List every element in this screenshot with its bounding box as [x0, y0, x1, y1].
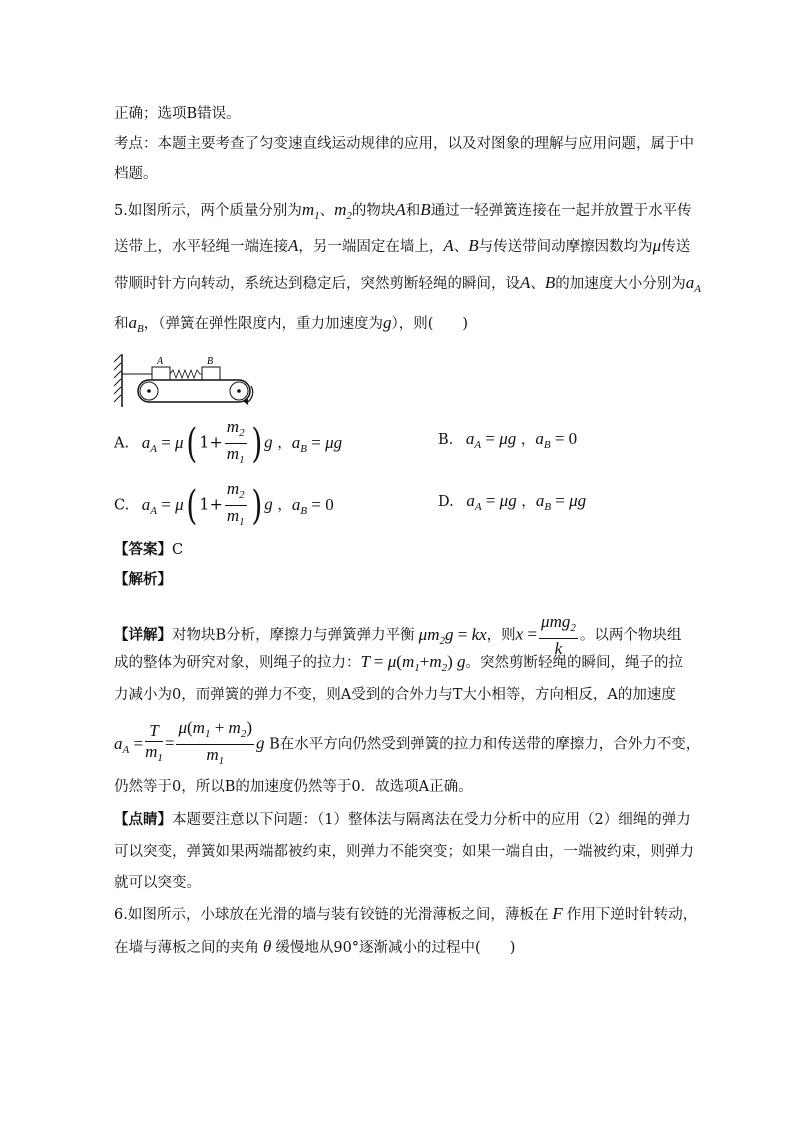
question-5-line-3: 带顺时针方向转动，系统达到稳定后，突然剪断轻绳的瞬间，设A、B的加速度大小分别为$a_A$	[114, 273, 702, 295]
block-b-label: B	[207, 356, 214, 367]
option-b[interactable]: B. $a_A = \mu g$ ，$a_B = 0$	[438, 429, 578, 451]
text-line: 档题。	[114, 166, 158, 182]
tip-line-1: 【点睛】本题要注意以下问题：（1）整体法与隔离法在受力分析中的应用（2）细绳的弹力	[114, 811, 691, 828]
tip-line-2: 可以突变，弹簧如果两端都被约束，则弹力不能突变；如果一端自由，一端被约束，则弹力	[114, 844, 694, 860]
detail-line-4: $a_A$ = $\frac{T}{m_1}$ = $\frac{\mu(m_1 + m_2)}{m_1}$ g B在水平方向仍然受到弹簧的拉力和传送带的摩擦力，合外力不变，	[114, 718, 701, 767]
option-a[interactable]: A. $a_A = \mu$( 1+ $\frac{m_2}{m_1}$ ) g ，$a_B = \mu g$	[114, 417, 343, 467]
option-d[interactable]: D. $a_A = \mu g$ ，$a_B = \mu g$	[438, 491, 587, 513]
detail-line-5: 仍然等于0，所以B的加速度仍然等于0．故选项A正确。	[114, 779, 473, 795]
question-5-line-4: 和$a_B$，（弹簧在弹性限度内，重力加速度为g），则( )	[114, 313, 469, 335]
text-line: 考点：本题主要考查了匀变速直线运动规律的应用，以及对图象的理解与应用问题，属于中	[114, 136, 694, 152]
block-a-label: A	[157, 356, 164, 367]
question-5-line-2: 送带上，水平轻绳一端连接A，另一端固定在墙上，A、B与传送带间动摩擦因数均为μ传送	[114, 236, 691, 255]
detail-line-2: 成的整体为研究对象，则绳子的拉力：$T = \mu(m_1+m_2)$ g。突然剪断轻绳的瞬间，绳子的拉	[114, 652, 684, 674]
analysis-heading: 【解析】	[114, 571, 172, 588]
tip-line-3: 就可以突变。	[114, 875, 201, 891]
answer-line: 【答案】C	[114, 541, 184, 558]
text-line: 正确；选项B错误。	[114, 106, 241, 122]
question-6-line-2: 在墙与薄板之间的夹角 θ 缓慢地从90°逐渐减小的过程中( )	[114, 937, 516, 956]
detail-line-1: 【详解】对物块B分析，摩擦力与弹簧弹力平衡 $\mu m_2g$ = kx，则x = $\frac{\mu mg_2}{k}$ 。以两个物块组	[114, 612, 682, 658]
question-6-line-1: 6.如图所示，小球放在光滑的墙与装有铰链的光滑薄板之间，薄板在 F 作用下逆时针转动，	[114, 904, 698, 923]
conveyor-figure	[112, 352, 262, 412]
detail-line-3: 力减小为0，而弹簧的弹力不变，则A受到的合外力与T大小相等，方向相反，A的加速度	[114, 687, 676, 703]
question-5-line-1: 5.如图所示，两个质量分别为$m_1$、$m_2$的物块A和B通过一轻弹簧连接在一起并放置于水平传	[114, 200, 692, 222]
option-c[interactable]: C. $a_A = \mu$( 1+ $\frac{m_2}{m_1}$ ) g ，$a_B = 0$	[114, 479, 334, 529]
